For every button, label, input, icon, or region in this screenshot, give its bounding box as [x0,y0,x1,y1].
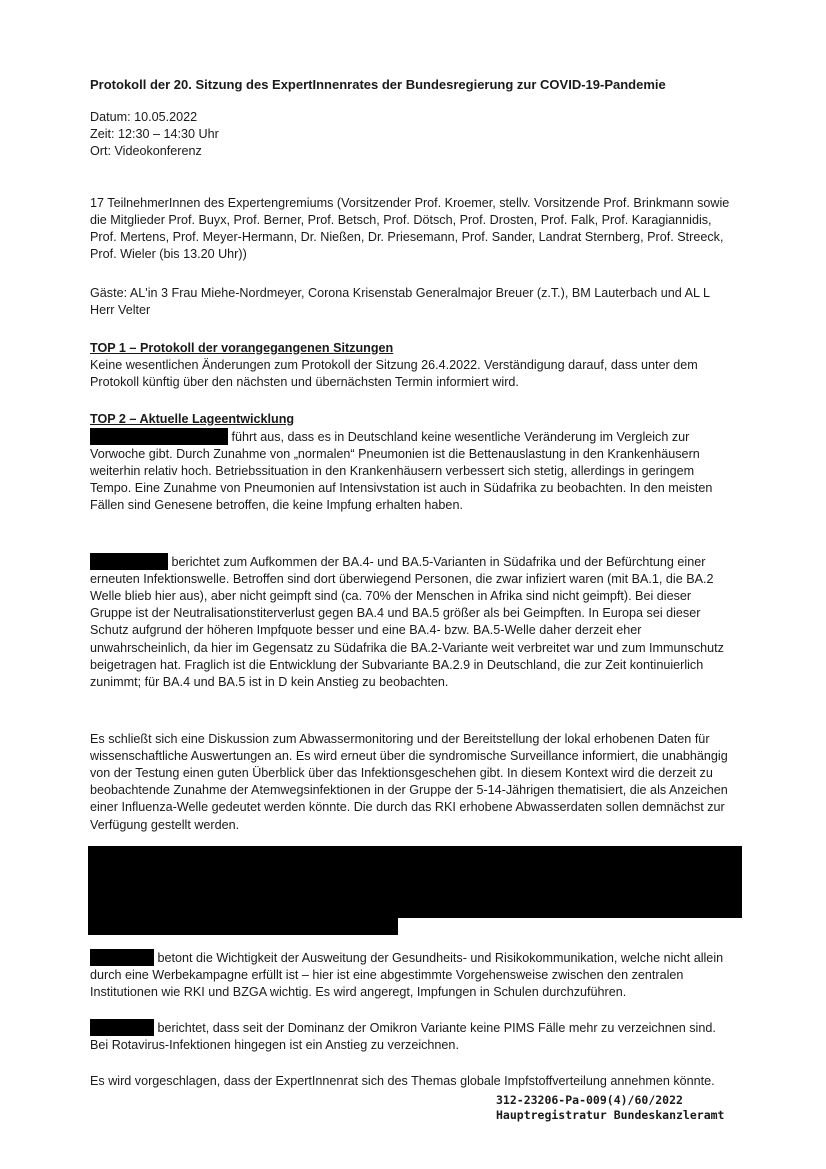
redaction-block [88,918,398,935]
top2-paragraph-2 [90,553,730,692]
meeting-time: Zeit: 12:30 – 14:30 Uhr [90,127,219,142]
registry-stamp [496,1093,724,1123]
top2-paragraph-3: Es schließt sich eine Diskussion zum Abwassermonitoring und der Bereitstellung der lokal erhobenen Daten für wissenschaftliche Auswertungen an. Es wird erneut über die syndromische Surveillance informiert, die unabhängig von der Testung einen guten Überblick über das Infektionsgeschehen gibt. In diesem Kontext wird die derzeit zu beobachtende Zunahme der Atemwegsinfektionen in der Gruppe der 5-14-Jährigen thematisiert, die als Anzeichen einer Influenza-Welle gedeutet werden könnte. Die durch das RKI erhobene Abwasserdaten sollen demnächst zur Verfügung gestellt werden. [90,731,728,832]
document-title: Protokoll der 20. Sitzung des ExpertInnenrates der Bundesregierung zur COVID-19-Pandemie [90,77,666,92]
participants-paragraph: 17 TeilnehmerInnen des Expertengremiums (Vorsitzender Prof. Kroemer, stellv. Vorsitzende Prof. Brinkmann sowie die Mitglieder Prof. Buyx, Prof. Berner, Prof. Betsch, Prof. Dötsch, Prof. Drosten, Prof. Falk, Prof. Karagiannidis, Prof. Mertens, Prof. Meyer-Hermann, Dr. Nießen, Dr. Priesemann, Prof. Sander, Landrat Sternberg, Prof. Streeck, Prof. Wieler (bis 13.20 Uhr)) [90,195,730,262]
redaction-block [90,553,168,570]
guests-paragraph: Gäste: AL'in 3 Frau Miehe-Nordmeyer, Corona Krisenstab Generalmajor Breuer (z.T.), BM Lauterbach und AL L Herr Velter [90,285,710,317]
top2-paragraph-4-text: betont die Wichtigkeit der Ausweitung der Gesundheits- und Risikokommunikation, welche nicht allein durch eine Werbekampagne erfüllt ist – hier ist eine abgestimmte Vorgehensweise zwischen den zentralen Institutionen wie RKI und BZGA wichtig. Es wird angeregt, Impfungen in Schulen durchzuführen. [90,950,724,999]
registry-office: Hauptregistratur Bundeskanzleramt [496,1108,725,1122]
registry-number: 312-23206-Pa-009(4)/60/2022 [496,1093,683,1107]
top1-heading: TOP 1 – Protokoll der vorangegangenen Sitzungen [90,340,394,355]
meeting-date: Datum: 10.05.2022 [90,110,198,124]
redaction-block [90,949,154,966]
top2-paragraph-1-text: führt aus, dass es in Deutschland keine wesentliche Veränderung im Vergleich zur Vorwoche gibt. Durch Zunahme von „normalen“ Pneumonien ist die Bettenauslastung in den Krankenhäusern weiterhin relativ hoch. Betriebssituation in den Krankenhäusern verbessert sich stetig, allerdings in geringem Tempo. Eine Zunahme von Pneumonien auf Intensivstation ist auch in Südafrika zu beobachten. In den meisten Fällen sind Genesene betroffen, die keine Impfung erhalten haben. [90,429,713,513]
top2-paragraph-2-text: berichtet zum Aufkommen der BA.4- und BA.5-Varianten in Südafrika und der Befürchtung einer erneuten Infektionswelle. Betroffen sind dort überwiegend Personen, die zwar infiziert waren (mit BA.1, die BA.2 Welle blieb hier aus), aber nicht geimpft sind (ca. 70% der Menschen in Afrika sind nicht geimpft). Bei dieser Gruppe ist der Neutralisationstiterverlust gegen BA.4 und BA.5 größer als bei Geimpften. In Europa sei dieser Schutz aufgrund der höheren Impfquote besser und eine BA.4- bzw. BA.5-Welle daher derzeit eher unwahrscheinlich, da hier im Gegensatz zu Südafrika die BA.2-Variante weit verbreitet war und zum Immunschutz beigetragen hat. Fraglich ist die Entwicklung der Subvariante BA.2.9 in Deutschland, die zur Zeit kontinuierlich zunimmt; für BA.4 und BA.5 ist in D kein Anstieg zu beobachten. [90,554,724,690]
top2-paragraph-5 [90,1019,730,1054]
top2-heading: TOP 2 – Aktuelle Lageentwicklung [90,411,295,426]
redaction-block [88,866,742,918]
top1-text: Keine wesentlichen Änderungen zum Protokoll der Sitzung 26.4.2022. Verständigung darauf, dass unter dem Protokoll künftig über den nächsten und übernächsten Termin informiert wird. [90,357,698,389]
top2-paragraph-1 [90,428,730,515]
redaction-block [90,1019,154,1036]
top2-paragraph-6: Es wird vorgeschlagen, dass der ExpertInnenrat sich des Themas globale Impfstoffverteilung annehmen könnte. [90,1073,715,1088]
top2-paragraph-5-text: berichtet, dass seit der Dominanz der Omikron Variante keine PIMS Fälle mehr zu verzeichnen sind. Bei Rotavirus-Infektionen hingegen ist ein Anstieg zu verzeichnen. [90,1020,716,1052]
redaction-block [90,428,228,445]
meeting-meta [90,109,730,161]
top2-paragraph-4 [90,949,730,1002]
meeting-location: Ort: Videokonferenz [90,144,202,159]
redaction-block [88,846,742,866]
